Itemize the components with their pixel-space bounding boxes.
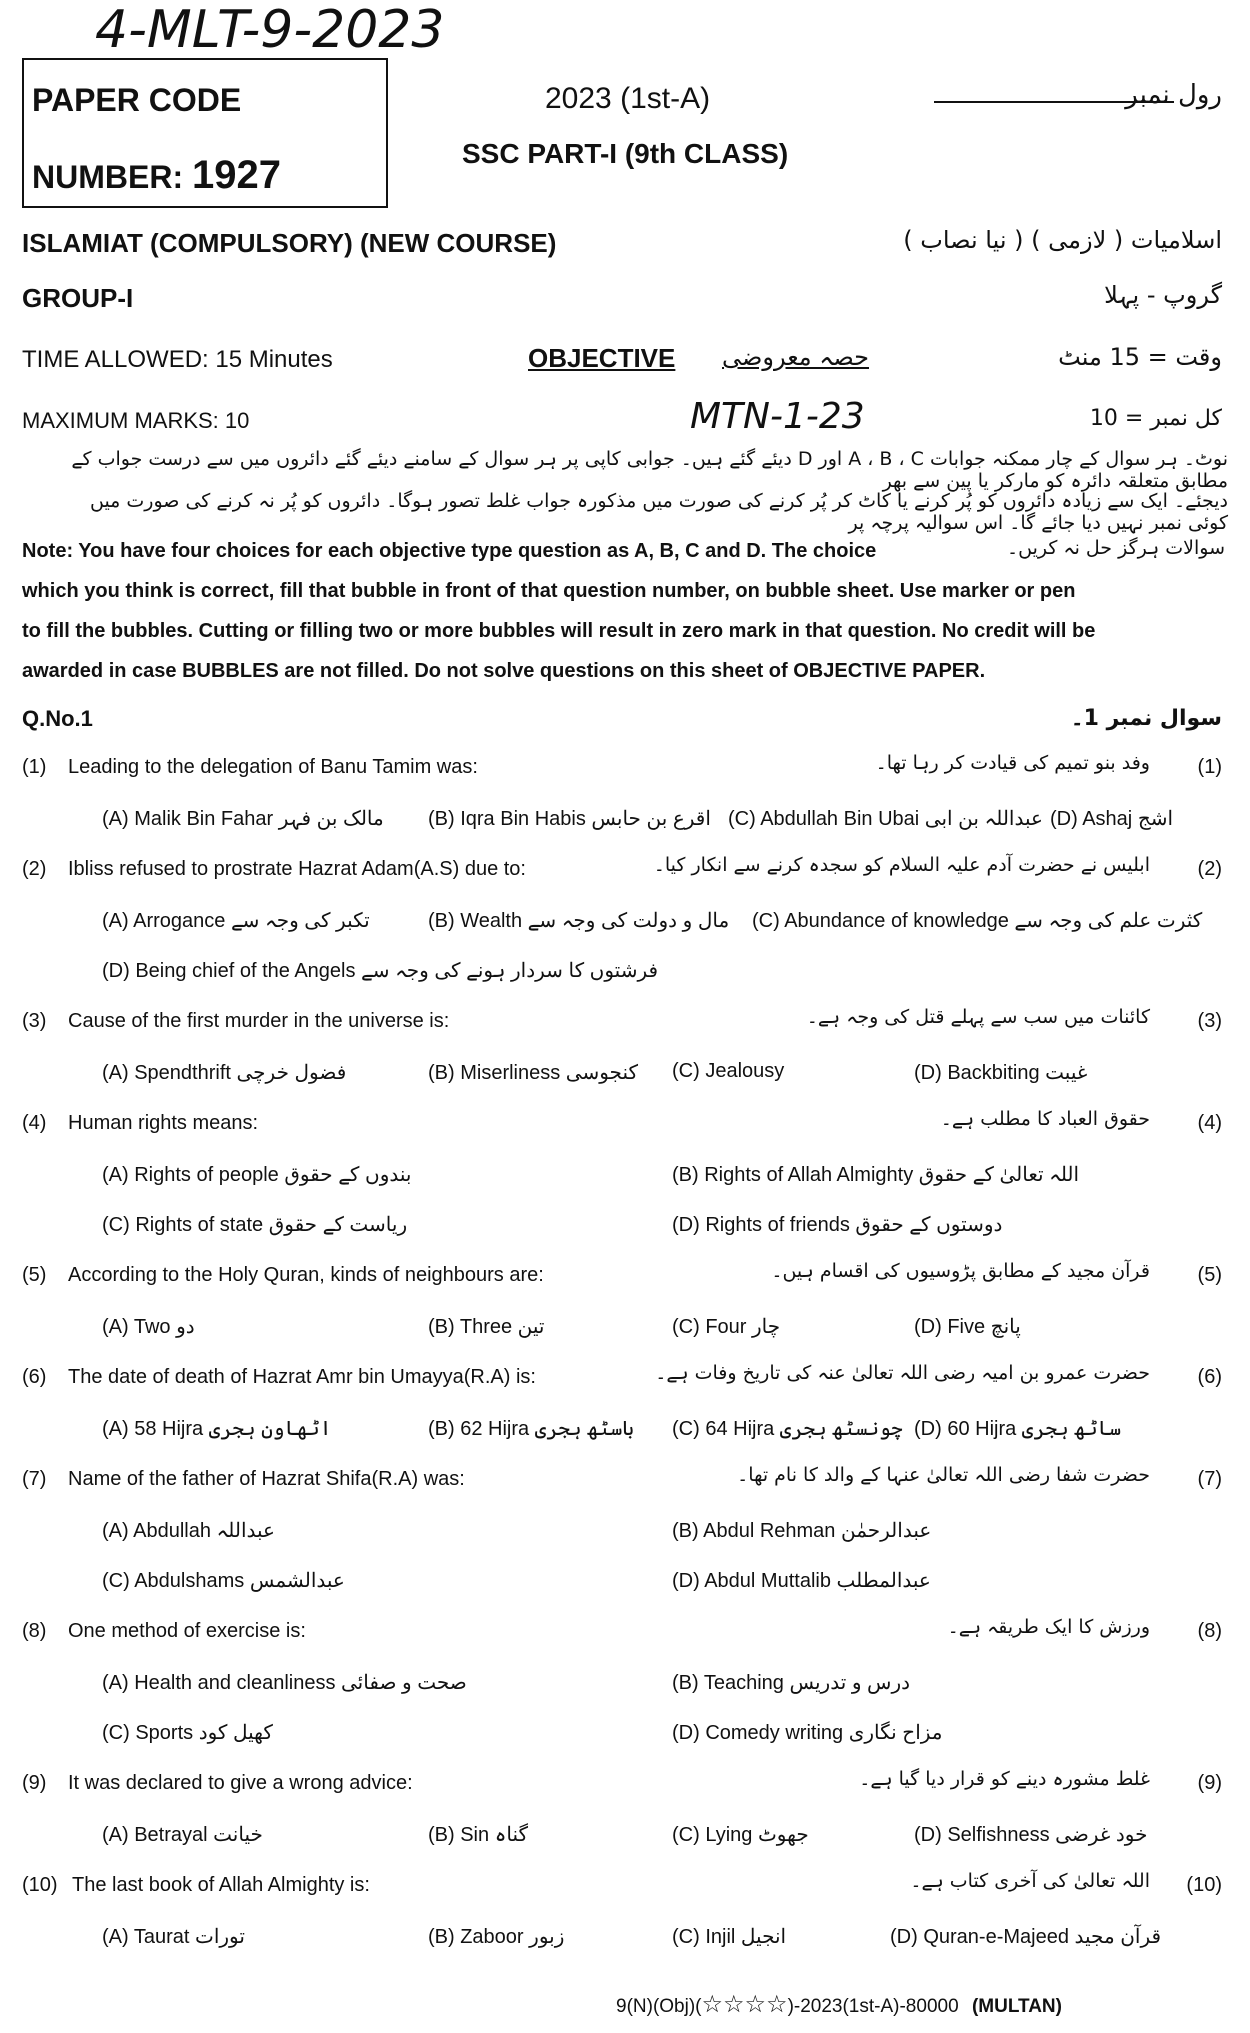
question-5-number-right: (5) <box>1197 1264 1222 1286</box>
question-7-number: (7) <box>22 1468 47 1490</box>
question-4-urdu: حقوق العباد کا مطلب ہے۔ <box>940 1108 1150 1130</box>
question-8-text: One method of exercise is: <box>68 1620 306 1642</box>
question-1-text: Leading to the delegation of Banu Tamim was: <box>68 756 478 778</box>
question-5-urdu: قرآن مجید کے مطابق پڑوسیوں کی اقسام ہیں۔ <box>771 1260 1150 1282</box>
question-3-number: (3) <box>22 1010 47 1032</box>
q1-option-b: (B) Iqra Bin Habis اقرع بن حابس <box>428 808 711 830</box>
q3-option-a: (A) Spendthrift فضول خرچی <box>102 1062 347 1084</box>
q10-option-c: (C) Injil انجیل <box>672 1926 787 1948</box>
question-1-urdu: وفد بنو تمیم کی قیادت کر رہا تھا۔ <box>875 752 1150 774</box>
urdu-note-line-2: دیجئے۔ ایک سے زیادہ دائروں کو پُر کرنے یا کاٹ کر پُر کرنے کی صورت میں مذکورہ جواب غلط تصور ہوگا۔ دائروں کو پُر نہ کرنے کی صورت میں کوئی نمبر نہیں دیا جائے گا۔ اس سوالیہ پرچہ پر <box>89 490 1228 534</box>
q3-option-c: (C) Jealousy <box>672 1060 785 1082</box>
q4-option-d: (D) Rights of friends دوستوں کے حقوق <box>672 1214 1003 1236</box>
question-1-number-right: (1) <box>1197 756 1222 778</box>
q10-option-b: (B) Zaboor زبور <box>428 1926 565 1948</box>
time-allowed-urdu: وقت = 15 منٹ <box>1058 343 1222 371</box>
q7-option-a: (A) Abdullah عبداللہ <box>102 1520 275 1542</box>
question-8-urdu: ورزش کا ایک طریقہ ہے۔ <box>947 1616 1150 1638</box>
q5-option-d: (D) Five پانچ <box>914 1316 1021 1338</box>
q6-option-b: (B) 62 Hijra باسٹھ ہجری <box>428 1418 635 1440</box>
question-10-text: The last book of Allah Almighty is: <box>72 1874 370 1896</box>
q7-option-b: (B) Abdul Rehman عبدالرحمٰن <box>672 1520 932 1542</box>
question-7-number-right: (7) <box>1197 1468 1222 1490</box>
roll-number-urdu: رول نمبر <box>1125 80 1222 110</box>
question-4-text: Human rights means: <box>68 1112 259 1134</box>
q4-option-b: (B) Rights of Allah Almighty اللہ تعالیٰ کے حقوق <box>672 1164 1080 1186</box>
number-label: NUMBER: <box>32 159 184 195</box>
question-3-urdu: کائنات میں سب سے پہلے قتل کی وجہ ہے۔ <box>806 1006 1150 1028</box>
question-2-text: Ibliss refused to prostrate Hazrat Adam(A.S) due to: <box>68 858 526 880</box>
q2-option-a: (A) Arrogance تکبر کی وجہ سے <box>102 910 370 932</box>
note-line-3: to fill the bubbles. Cutting or filling two or more bubbles will result in zero mark in that question. No credit will be <box>22 620 1096 642</box>
q8-option-b: (B) Teaching درس و تدریس <box>672 1672 911 1694</box>
objective-label: OBJECTIVE <box>528 343 676 373</box>
footer-stars-icon: ☆☆☆☆ <box>701 1990 788 2018</box>
group-label-urdu: گروپ - پہلا <box>1104 281 1222 309</box>
handwritten-code-mid: MTN-1-23 <box>690 396 865 437</box>
q3-option-d: (D) Backbiting غیبت <box>914 1062 1088 1084</box>
q4-option-c: (C) Rights of state ریاست کے حقوق <box>102 1214 408 1236</box>
question-5-number: (5) <box>22 1264 47 1286</box>
q8-option-d: (D) Comedy writing مزاح نگاری <box>672 1722 943 1744</box>
question-9-urdu: غلط مشورہ دینے کو قرار دیا گیا ہے۔ <box>859 1768 1150 1790</box>
question-6-number: (6) <box>22 1366 47 1388</box>
footer-region: (MULTAN) <box>971 1996 1062 2017</box>
q6-option-c: (C) 64 Hijra چونسٹھ ہجری <box>672 1418 903 1440</box>
question-number-label: Q.No.1 <box>22 706 93 731</box>
question-5-text: According to the Holy Quran, kinds of neighbours are: <box>68 1264 544 1286</box>
q2-option-b: (B) Wealth مال و دولت کی وجہ سے <box>428 910 730 932</box>
subject-title: ISLAMIAT (COMPULSORY) (NEW COURSE) <box>22 228 557 258</box>
q8-option-c: (C) Sports کھیل کود <box>102 1722 273 1744</box>
q1-option-c: (C) Abdullah Bin Ubai عبداللہ بن ابی <box>728 808 1043 830</box>
subject-title-urdu: اسلامیات ( لازمی ) ( نیا نصاب ) <box>903 226 1222 254</box>
question-8-number-right: (8) <box>1197 1620 1222 1642</box>
q9-option-a: (A) Betrayal خیانت <box>102 1824 263 1846</box>
paper-number <box>32 153 281 198</box>
question-number-urdu: سوال نمبر 1۔ <box>1070 706 1222 731</box>
question-4-number: (4) <box>22 1112 47 1134</box>
question-9-number-right: (9) <box>1197 1772 1222 1794</box>
handwritten-code-top: 4-MLT-9-2023 <box>95 0 445 60</box>
exam-class: SSC PART-I (9th CLASS) <box>462 138 789 169</box>
number-value: 1927 <box>191 153 281 197</box>
footer-code <box>616 1990 1062 2018</box>
q7-option-c: (C) Abdulshams عبدالشمس <box>102 1570 345 1592</box>
q4-option-a: (A) Rights of people بندوں کے حقوق <box>102 1164 412 1186</box>
q5-option-a: (A) Two دو <box>102 1316 195 1338</box>
objective-label-urdu: حصہ معروضی <box>722 343 869 371</box>
q9-option-b: (B) Sin گناہ <box>428 1824 529 1846</box>
question-9-text: It was declared to give a wrong advice: <box>68 1772 413 1794</box>
q10-option-a: (A) Taurat تورات <box>102 1926 245 1948</box>
question-10-number-right: (10) <box>1186 1874 1222 1896</box>
question-10-number: (10) <box>22 1874 58 1896</box>
question-10-urdu: اللہ تعالیٰ کی آخری کتاب ہے۔ <box>910 1870 1150 1892</box>
time-allowed: TIME ALLOWED: 15 Minutes <box>22 346 333 373</box>
question-9-number: (9) <box>22 1772 47 1794</box>
note-line-1: Note: You have four choices for each objective type question as A, B, C and D. The choice <box>22 540 877 562</box>
q6-option-a: (A) 58 Hijra اٹھاون ہجری <box>102 1418 332 1440</box>
question-4-number-right: (4) <box>1197 1112 1222 1134</box>
question-7-text: Name of the father of Hazrat Shifa(R.A) was: <box>68 1468 465 1490</box>
urdu-note-line-3: سوالات ہرگز حل نہ کریں۔ <box>1006 537 1225 559</box>
note-line-4: awarded in case BUBBLES are not filled. Do not solve questions on this sheet of OBJECTIVE PAPER. <box>22 660 986 682</box>
question-6-urdu: حضرت عمرو بن امیہ رضی اللہ تعالیٰ عنہ کی تاریخ وفات ہے۔ <box>655 1362 1150 1384</box>
question-2-number-right: (2) <box>1197 858 1222 880</box>
exam-year: 2023 (1st-A) <box>545 82 711 115</box>
q9-option-d: (D) Selfishness خود غرضی <box>914 1824 1148 1846</box>
q5-option-c: (C) Four چار <box>672 1316 781 1338</box>
max-marks: MAXIMUM MARKS: 10 <box>22 408 250 433</box>
q7-option-d: (D) Abdul Muttalib عبدالمطلب <box>672 1570 931 1592</box>
question-6-number-right: (6) <box>1197 1366 1222 1388</box>
question-2-urdu: ابلیس نے حضرت آدم علیہ السلام کو سجدہ کرنے سے انکار کیا۔ <box>653 854 1150 876</box>
footer-code-right: )-2023(1st-A)-80000 <box>787 1996 959 2017</box>
question-6-text: The date of death of Hazrat Amr bin Umayya(R.A) is: <box>68 1366 536 1388</box>
group-label: GROUP-I <box>22 283 134 313</box>
q9-option-c: (C) Lying جھوٹ <box>672 1824 809 1846</box>
q5-option-b: (B) Three تین <box>428 1316 545 1338</box>
urdu-note-line-1: نوٹ۔ ہر سوال کے چار ممکنہ جوابات A ، B ، C اور D دیئے گئے ہیں۔ جوابی کاپی پر ہر سوال کے سامنے دیئے گئے دائروں میں سے درست جواب کے مطابق متعلقہ دائرہ کو مارکر یا پین سے بھر <box>71 448 1228 492</box>
note-line-2: which you think is correct, fill that bubble in front of that question number, on bubble sheet. Use marker or pen <box>22 580 1076 602</box>
paper-code-label: PAPER CODE <box>32 82 242 118</box>
question-1-number: (1) <box>22 756 47 778</box>
q8-option-a: (A) Health and cleanliness صحت و صفائی <box>102 1672 467 1694</box>
q6-option-d: (D) 60 Hijra ساٹھ ہجری <box>914 1418 1122 1440</box>
question-3-number-right: (3) <box>1197 1010 1222 1032</box>
max-marks-urdu: کل نمبر = 10 <box>1089 406 1222 431</box>
q3-option-b: (B) Miserliness کنجوسی <box>428 1062 639 1084</box>
question-3-text: Cause of the first murder in the universe is: <box>68 1010 450 1032</box>
q1-option-a: (A) Malik Bin Fahar مالک بن فہر <box>102 808 384 830</box>
q2-option-c: (C) Abundance of knowledge کثرت علم کی وجہ سے <box>752 910 1203 932</box>
footer-code-left: 9(N)(Obj)( <box>616 1996 702 2017</box>
q1-option-d: (D) Ashaj اشج <box>1050 808 1174 830</box>
question-2-number: (2) <box>22 858 47 880</box>
q2-option-d: (D) Being chief of the Angels فرشتوں کا سردار ہونے کی وجہ سے <box>102 960 659 982</box>
question-8-number: (8) <box>22 1620 47 1642</box>
paper-code-box <box>22 58 388 208</box>
q10-option-d: (D) Quran-e-Majeed قرآن مجید <box>890 1926 1162 1948</box>
question-7-urdu: حضرت شفا رضی اللہ تعالیٰ عنہا کے والد کا نام تھا۔ <box>737 1464 1150 1486</box>
